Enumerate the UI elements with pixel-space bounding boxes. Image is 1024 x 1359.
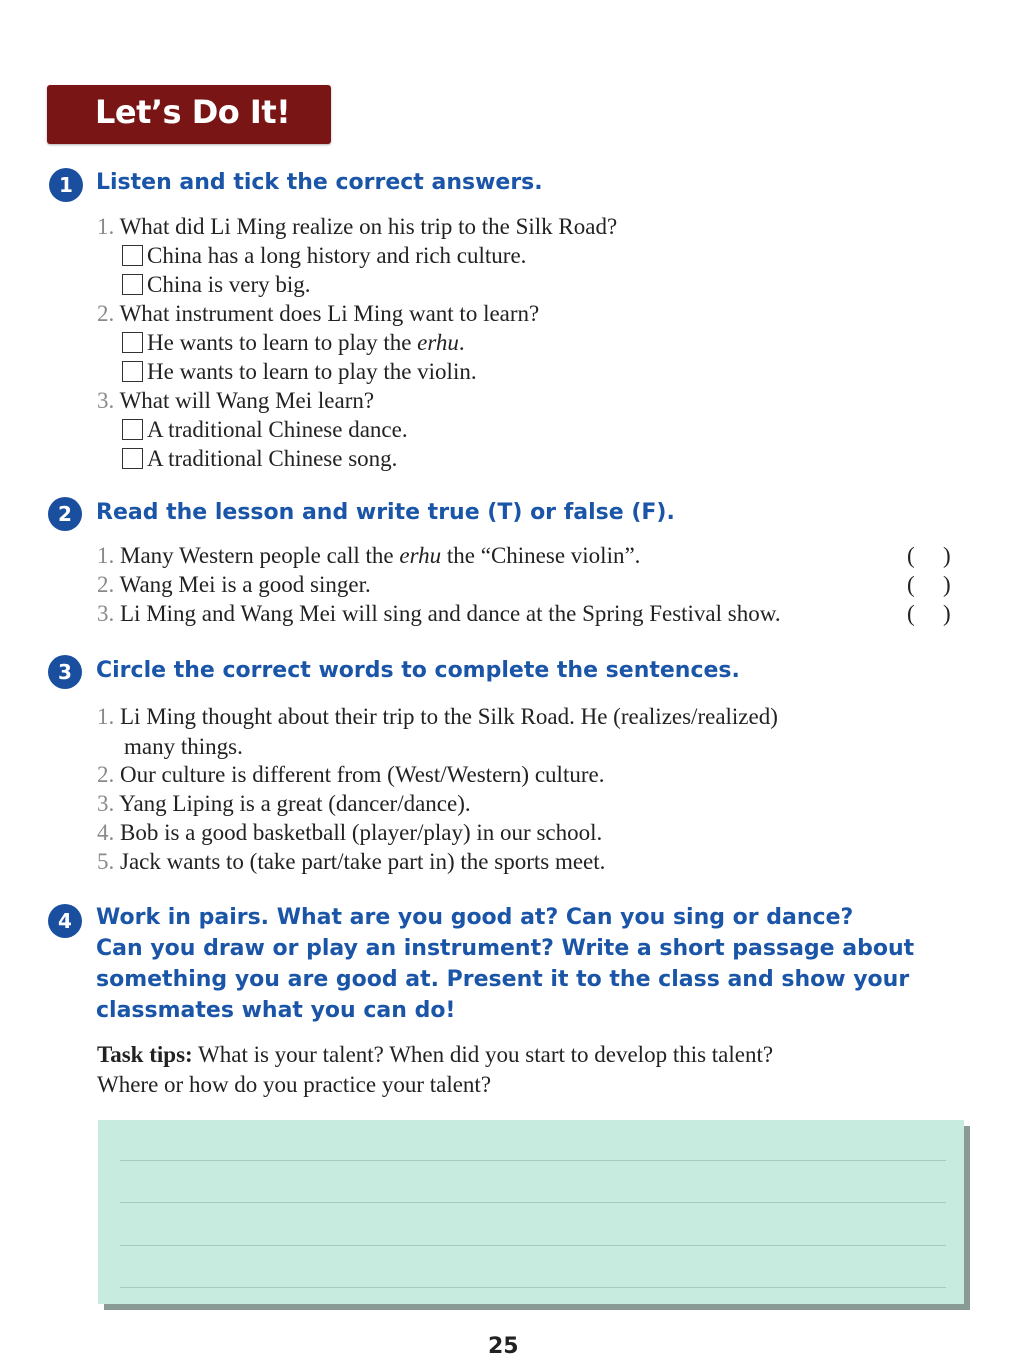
- sentence-number: 1.: [97, 704, 115, 729]
- option-1-2-b[interactable]: [122, 357, 477, 386]
- option-text: He wants to learn to play the violin.: [147, 359, 477, 384]
- section-number-2: 2: [48, 497, 82, 531]
- section-4-heading-line-3: something you are good at. Present it to the class and show your: [96, 967, 910, 992]
- option-1-1-b[interactable]: [122, 270, 311, 299]
- sentence-text: Our culture is different from (West/Western) culture.: [120, 762, 605, 787]
- banner-title: Let’s Do It!: [95, 93, 291, 131]
- section-2-heading: Read the lesson and write true (T) or false (F).: [96, 500, 675, 525]
- answer-paren-close[interactable]: ): [943, 601, 951, 626]
- question-text: What will Wang Mei learn?: [119, 388, 375, 413]
- statement-text-after: the “Chinese violin”.: [441, 543, 641, 568]
- writing-area[interactable]: [98, 1120, 964, 1304]
- sentence-text: Bob is a good basketball (player/play) in our school.: [120, 820, 603, 845]
- sentence-text: Yang Liping is a great (dancer/dance).: [119, 791, 471, 816]
- question-1-2: [97, 299, 539, 328]
- statement-text-before: Many Western people call the: [120, 543, 400, 568]
- question-text: What did Li Ming realize on his trip to the Silk Road?: [119, 214, 618, 239]
- page-number: 25: [488, 1334, 519, 1359]
- statement-text: Li Ming and Wang Mei will sing and dance at the Spring Festival show.: [120, 601, 781, 626]
- option-1-1-a[interactable]: [122, 241, 526, 270]
- option-1-3-a[interactable]: [122, 415, 408, 444]
- question-1-3: [97, 386, 374, 415]
- option-text: A traditional Chinese song.: [147, 446, 398, 471]
- statement-number: 3.: [97, 601, 115, 626]
- section-number-4: 4: [48, 904, 82, 938]
- statement-2-3: [97, 599, 781, 628]
- checkbox[interactable]: [122, 361, 143, 382]
- checkbox[interactable]: [122, 245, 143, 266]
- option-text: China has a long history and rich culture.: [147, 243, 527, 268]
- task-tips-line-1: What is your talent? When did you start to develop this talent?: [192, 1042, 774, 1067]
- sentence-3-4: [97, 818, 602, 847]
- statement-2-1: [97, 541, 640, 570]
- writing-line: [120, 1202, 946, 1203]
- statement-2-2: [97, 570, 371, 599]
- sentence-3-3: [97, 789, 471, 818]
- statement-number: 1.: [97, 543, 115, 568]
- statement-text: Wang Mei is a good singer.: [119, 572, 371, 597]
- checkbox[interactable]: [122, 274, 143, 295]
- answer-paren-open: (: [907, 601, 915, 626]
- writing-line: [120, 1245, 946, 1246]
- sentence-3-5: [97, 847, 605, 876]
- checkbox[interactable]: [122, 332, 143, 353]
- option-text: China is very big.: [147, 272, 311, 297]
- option-text-before: He wants to learn to play the: [147, 330, 418, 355]
- answer-paren-close[interactable]: ): [943, 572, 951, 597]
- section-number-1: 1: [49, 168, 83, 202]
- sentence-number: 2.: [97, 762, 115, 787]
- sentence-number: 3.: [97, 791, 115, 816]
- section-4-heading-line-4: classmates what you can do!: [96, 998, 456, 1023]
- sentence-text: Li Ming thought about their trip to the Silk Road. He (realizes/realized): [120, 704, 778, 729]
- task-tips-line-2: Where or how do you practice your talent?: [97, 1072, 492, 1097]
- option-1-3-b[interactable]: [122, 444, 397, 473]
- task-tips-label: Task tips:: [97, 1042, 193, 1067]
- question-number: 1.: [97, 214, 115, 239]
- writing-line: [120, 1287, 946, 1288]
- section-4-heading-line-1: Work in pairs. What are you good at? Can you sing or dance?: [96, 905, 854, 930]
- checkbox[interactable]: [122, 419, 143, 440]
- answer-paren-close[interactable]: ): [943, 543, 951, 568]
- section-number-3: 3: [48, 655, 82, 689]
- section-1-heading: Listen and tick the correct answers.: [96, 170, 543, 195]
- answer-paren-open: (: [907, 572, 915, 597]
- sentence-text: Jack wants to (take part/take part in) the sports meet.: [120, 849, 606, 874]
- option-text-italic: erhu: [417, 330, 459, 355]
- sentence-3-2: [97, 760, 604, 789]
- sentence-3-1-cont: many things.: [124, 734, 243, 759]
- sentence-number: 4.: [97, 820, 115, 845]
- sentence-number: 5.: [97, 849, 115, 874]
- section-3-heading: Circle the correct words to complete the sentences.: [96, 658, 740, 683]
- task-tips: [97, 1040, 917, 1100]
- question-text: What instrument does Li Ming want to learn?: [119, 301, 540, 326]
- option-text-after: .: [458, 330, 465, 355]
- section-4-heading-line-2: Can you draw or play an instrument? Write a short passage about: [96, 936, 915, 961]
- option-1-2-a[interactable]: [122, 328, 465, 357]
- question-number: 3.: [97, 388, 115, 413]
- statement-text-italic: erhu: [399, 543, 442, 568]
- sentence-3-1: [97, 702, 778, 731]
- section-banner: [47, 85, 331, 144]
- statement-number: 2.: [97, 572, 115, 597]
- answer-paren-open: (: [907, 543, 915, 568]
- question-number: 2.: [97, 301, 115, 326]
- question-1-1: [97, 212, 617, 241]
- writing-line: [120, 1160, 946, 1161]
- checkbox[interactable]: [122, 448, 143, 469]
- option-text: A traditional Chinese dance.: [147, 417, 408, 442]
